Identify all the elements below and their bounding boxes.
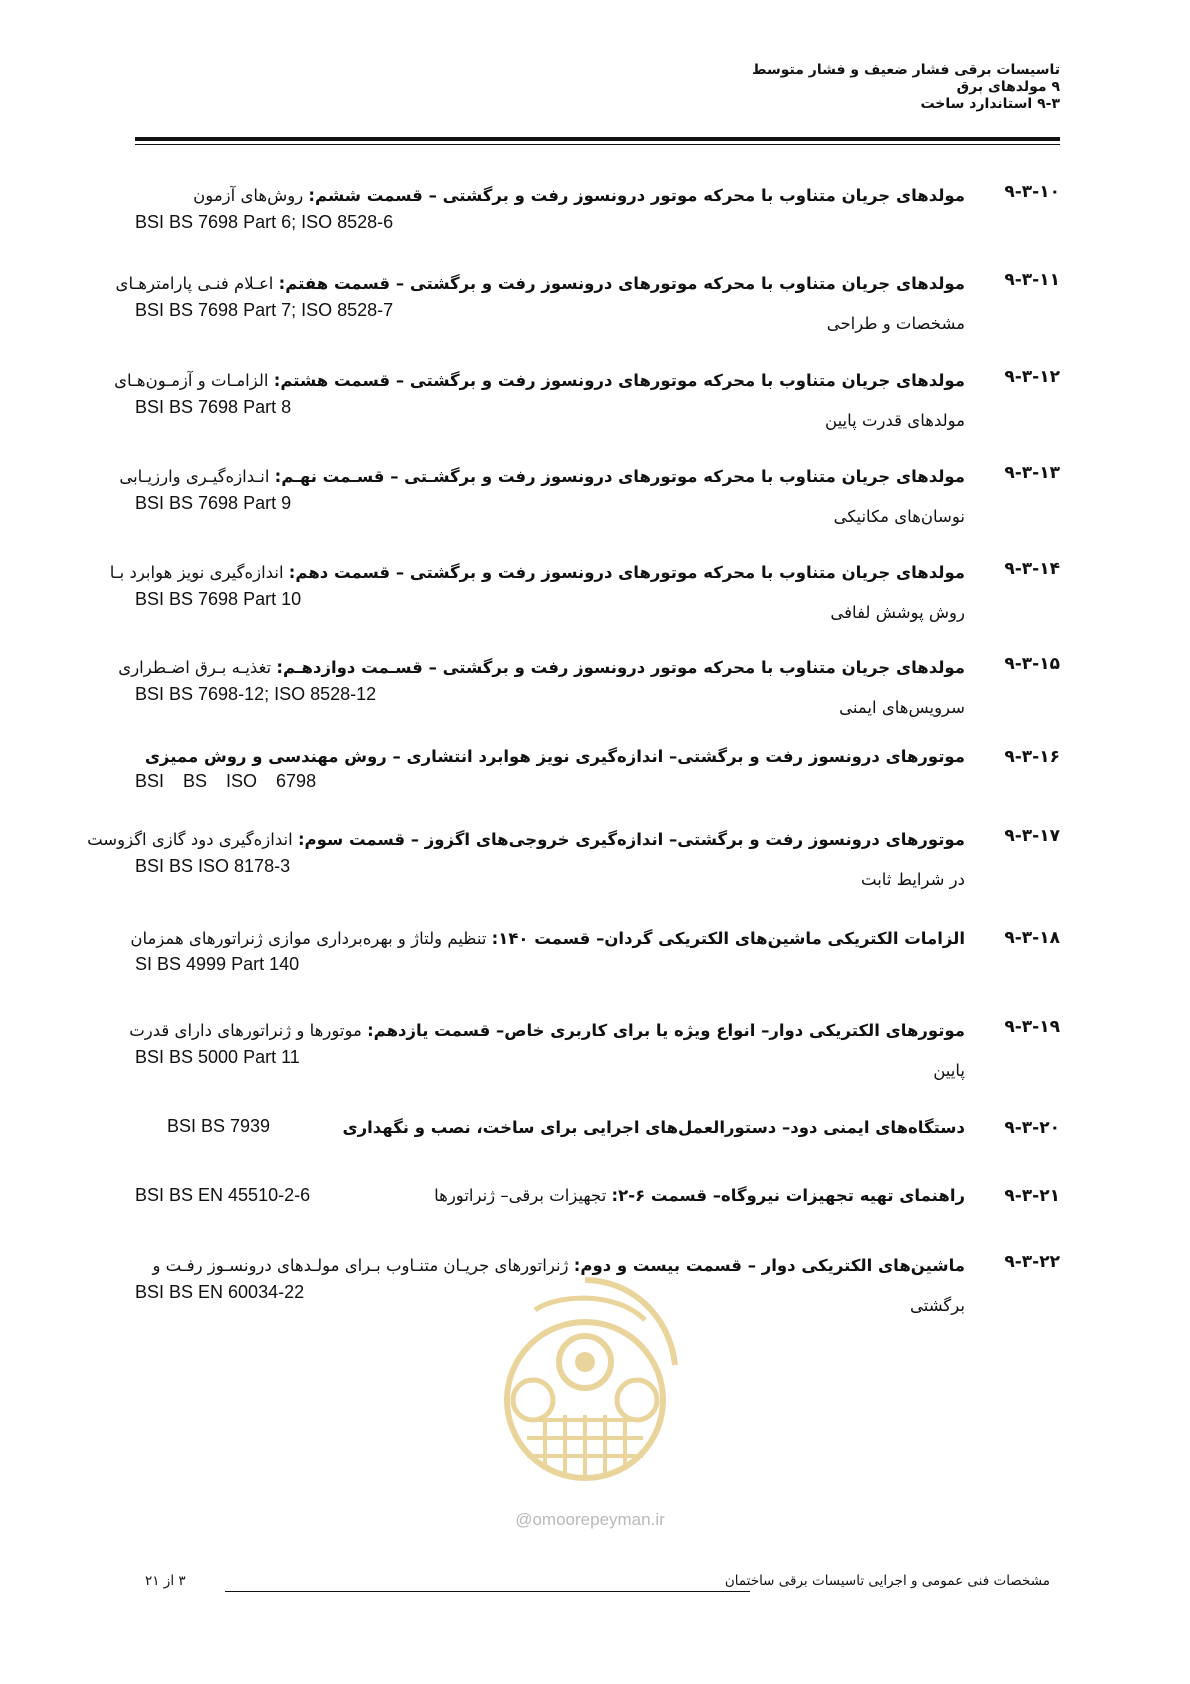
- header-line-3: ۹-۳ استاندارد ساخت: [920, 96, 1060, 112]
- standard-entry: [115, 264, 1060, 334]
- standard-entry: [118, 648, 1060, 718]
- entry-title: مولدهای جریان متناوب با محرکه موتورهای درونسوز رفت و برگشتی – قسمت هشتم:: [273, 371, 965, 390]
- entry-title: مولدهای جریان متناوب با محرکه موتور درونسوز رفت و برگشتی – قسـمت دوازدهـم:: [276, 658, 965, 677]
- header-line-2: ۹ مولدهای برق: [956, 79, 1060, 95]
- standard-entry: [135, 176, 1060, 246]
- entry-desc: موتورها و ژنراتورهای دارای قدرت: [129, 1021, 368, 1040]
- entry-desc: تغذیـه بـرق اضـطراری: [118, 658, 277, 677]
- entry-standard-code: BSI BS ISO 8178-3: [135, 856, 291, 876]
- entry-number: ۹-۳-۱۵: [1004, 654, 1060, 674]
- entry-standard-code: BSI BS 7939: [167, 1116, 271, 1136]
- entry-number: ۹-۳-۱۲: [1004, 367, 1060, 387]
- entry-desc: انـدازه‌گیـری وارزیـابی: [119, 467, 275, 486]
- standard-entry: [130, 922, 1060, 992]
- entry-title: موتورهای الکتریکی دوار– انواع ویژه یا برای کاربری خاص– قسمت یازدهم:: [367, 1021, 965, 1040]
- entry-title: دستگاه‌های ایمنی دود– دستورالعمل‌های اجرایی برای ساخت، نصب و نگهداری: [342, 1118, 965, 1137]
- entry-standard-code: BSI BS EN 45510-2-6: [135, 1185, 311, 1205]
- watermark-site: @omoorepeyman.ir: [515, 1510, 665, 1529]
- watermark-logo-icon: [475, 1270, 695, 1500]
- entry-description: [135, 741, 965, 773]
- entry-standard-code: BSI BS EN 60034-22: [135, 1282, 305, 1302]
- entry-standard-code: SI BS 4999 Part 140: [135, 954, 300, 974]
- entry-title: مولدهای جریان متناوب با محرکه موتورهای درونسوز رفت و برگشتی – قسمت هفتم:: [278, 274, 965, 293]
- entry-description: [130, 922, 965, 956]
- entry-title: ماشین‌های الکتریکی دوار – قسمت بیست و دوم:: [573, 1256, 965, 1275]
- footer-title: مشخصات فنی عمومی و اجرایی تاسیسات برقی ساختمان: [724, 1573, 1050, 1589]
- entry-desc-cont: برگشتی: [909, 1296, 965, 1315]
- header-rule-thin: [135, 144, 1060, 145]
- entry-standard-code: BSI BS 7698-12; ISO 8528-12: [135, 684, 377, 704]
- footer-rule: [225, 1591, 750, 1592]
- standard-entry: [135, 741, 1060, 811]
- standard-entry: [114, 361, 1060, 431]
- entry-number: ۹-۳-۱۳: [1004, 463, 1060, 483]
- entry-standard-code: BSI BS 7698 Part 10: [135, 589, 302, 609]
- entry-desc-cont: نوسان‌های مکانیکی: [833, 507, 965, 526]
- page-number: ۳ از ۲۱: [145, 1573, 186, 1589]
- entry-number: ۹-۳-۱۷: [1004, 826, 1060, 846]
- standard-entry: [135, 1112, 1060, 1182]
- header-line-1: تاسیسات برقی فشار ضعیف و فشار متوسط: [751, 62, 1060, 78]
- entry-desc-cont: در شرایط ثابت: [861, 870, 965, 889]
- standard-entry: [119, 457, 1060, 527]
- entry-number: ۹-۳-۱۹: [1004, 1017, 1060, 1037]
- entry-desc-cont: پایین: [933, 1061, 965, 1080]
- entry-number: ۹-۳-۱۶: [1004, 747, 1060, 767]
- entry-desc: الزامـات و آزمـون‌هـای: [114, 371, 274, 390]
- entry-desc: اعـلام فنـی پارامترهـای: [115, 274, 279, 293]
- entry-desc: تنظیم ولتاژ و بهره‌برداری موازی ژنراتورهای همزمان: [130, 929, 492, 948]
- entry-desc-cont: روش پوشش لفافی: [830, 603, 965, 622]
- standard-entry: [129, 1011, 1060, 1081]
- entry-desc: ژنراتورهای جریـان متنـاوب بـرای مولـدهای درونسـوز رفـت و: [152, 1256, 574, 1275]
- entry-title: موتورهای درونسوز رفت و برگشتی– اندازه‌گیری خروجی‌های اگزوز – قسمت سوم:: [297, 830, 965, 849]
- entry-title: الزامات الکتریکی ماشین‌های الکتریکی گردان– قسمت ۱۴۰:: [491, 929, 965, 948]
- entry-title: مولدهای جریان متناوب با محرکه موتورهای درونسوز رفت و برگشـتی – قسـمت نهـم:: [274, 467, 965, 486]
- running-header: [460, 62, 1060, 113]
- header-rule: [135, 137, 1060, 141]
- entry-standard-code: BSI BS 7698 Part 8: [135, 397, 292, 417]
- entry-number: ۹-۳-۱۴: [1004, 559, 1060, 579]
- standard-entry: [135, 1180, 1060, 1250]
- entry-number: ۹-۳-۱۸: [1004, 928, 1060, 948]
- entry-standard-code: BSI BS 7698 Part 7; ISO 8528-7: [135, 300, 394, 320]
- entry-title: موتورهای درونسوز رفت و برگشتی– اندازه‌گیری نویز هوابرد انتشاری – روش مهندسی و روش ممیزی: [144, 747, 965, 766]
- entry-title: مولدهای جریان متناوب با محرکه موتور درونسوز رفت و برگشتی – قسمت ششم:: [308, 186, 965, 205]
- entry-desc-cont: سرویس‌های ایمنی: [839, 698, 965, 717]
- entry-standard-code: BSI BS 7698 Part 6; ISO 8528-6: [135, 212, 394, 232]
- entry-title: مولدهای جریان متناوب با محرکه موتورهای درونسوز رفت و برگشتی – قسمت دهم:: [288, 563, 965, 582]
- entry-number: ۹-۳-۲۰: [1004, 1118, 1060, 1138]
- entry-number: ۹-۳-۲۱: [1004, 1186, 1060, 1206]
- entry-number: ۹-۳-۲۲: [1004, 1252, 1060, 1272]
- entry-standard-code: BSI BS ISO 6798: [135, 771, 317, 791]
- entry-desc: اندازه‌گیری دود گازی اگزوست: [87, 830, 298, 849]
- entry-description: [135, 176, 965, 216]
- entry-number: ۹-۳-۱۱: [1004, 270, 1060, 290]
- entry-desc: روش‌های آزمون: [193, 186, 309, 205]
- entry-desc: اندازه‌گیری نویز هوابرد بـا: [109, 563, 289, 582]
- entry-title: راهنمای تهیه تجهیزات نیروگاه– قسمت ۶-۲:: [611, 1186, 965, 1205]
- entry-standard-code: BSI BS 7698 Part 9: [135, 493, 292, 513]
- standard-entry: [109, 553, 1060, 623]
- entry-desc-cont: مشخصات و طراحی: [826, 314, 965, 333]
- entry-standard-code: BSI BS 5000 Part 11: [135, 1047, 300, 1067]
- entry-desc-cont: مولدهای قدرت پایین: [825, 411, 965, 430]
- entry-number: ۹-۳-۱۰: [1004, 182, 1060, 202]
- entry-desc: تجهیزات برقی– ژنراتورها: [434, 1186, 612, 1205]
- standard-entry: [87, 820, 1060, 890]
